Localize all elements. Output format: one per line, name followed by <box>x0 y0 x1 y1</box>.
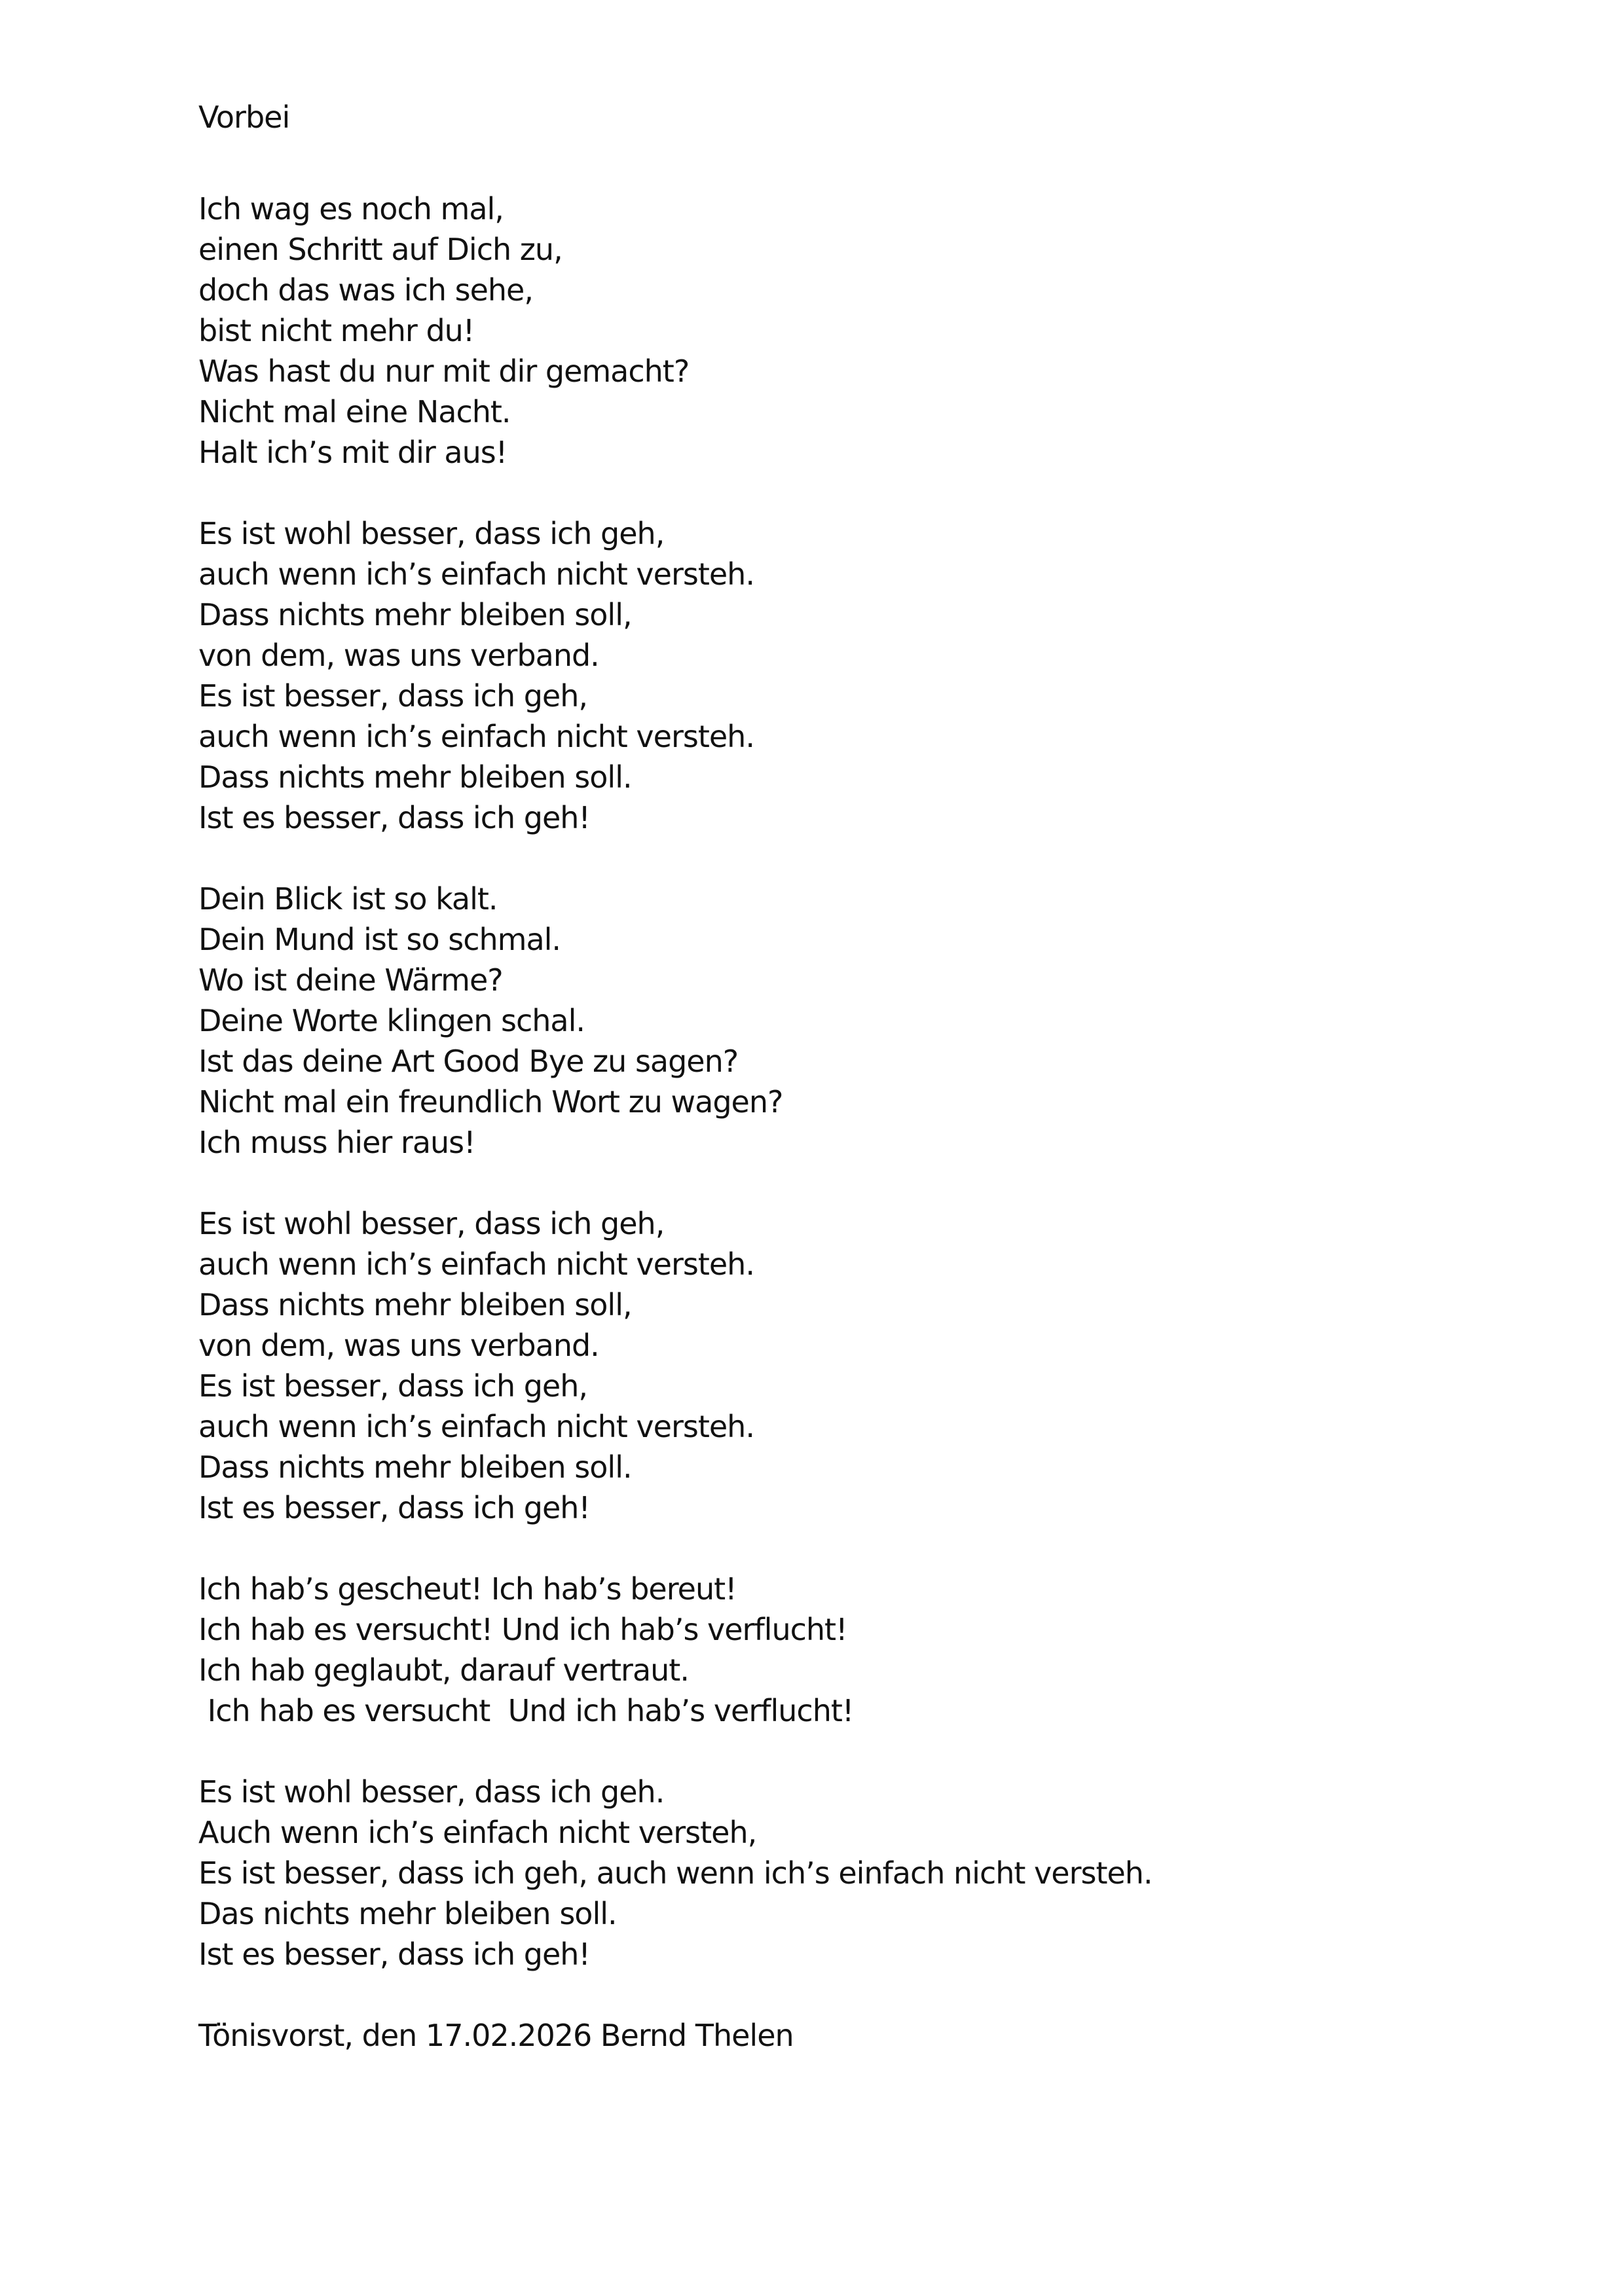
verse-line: Ich wag es noch mal, <box>198 191 504 227</box>
verse-line: Wo ist deine Wärme? <box>198 962 503 998</box>
verse-line: von dem, was uns verband. <box>198 1328 599 1363</box>
verse-line: Dein Mund ist so schmal. <box>198 922 561 957</box>
verse-line: Auch wenn ich’s einfach nicht versteh, <box>198 1815 757 1850</box>
verse-line: Ist es besser, dass ich geh! <box>198 1490 590 1525</box>
stanza-3 <box>198 879 1508 1163</box>
verse-line: einen Schritt auf Dich zu, <box>198 232 563 267</box>
verse-line: Dass nichts mehr bleiben soll, <box>198 1287 632 1322</box>
verse-line: Das nichts mehr bleiben soll. <box>198 1896 617 1931</box>
stanza-4 <box>198 1203 1508 1528</box>
verse-line: doch das was ich sehe, <box>198 272 533 308</box>
verse-line: Es ist besser, dass ich geh, <box>198 1368 588 1404</box>
verse-line: Ich hab es versucht! Und ich hab’s verflucht! <box>198 1612 847 1647</box>
verse-line: Es ist wohl besser, dass ich geh, <box>198 516 665 551</box>
verse-line: Deine Worte klingen schal. <box>198 1003 585 1038</box>
verse-line: Es ist wohl besser, dass ich geh. <box>198 1774 665 1810</box>
poem <box>198 97 1508 2056</box>
verse-line: auch wenn ich’s einfach nicht versteh. <box>198 719 754 754</box>
verse-line: Halt ich’s mit dir aus! <box>198 435 507 470</box>
verse-line: Dass nichts mehr bleiben soll. <box>198 759 632 795</box>
verse-line: Dass nichts mehr bleiben soll. <box>198 1449 632 1485</box>
verse-line: Dein Blick ist so kalt. <box>198 881 498 917</box>
verse-line: auch wenn ich’s einfach nicht versteh. <box>198 556 754 592</box>
poem-title: Vorbei <box>198 100 290 135</box>
stanza-2 <box>198 513 1508 838</box>
verse-line: Ist es besser, dass ich geh! <box>198 800 590 835</box>
verse-line: Es ist besser, dass ich geh, <box>198 678 588 714</box>
verse-line: Nicht mal eine Nacht. <box>198 394 511 429</box>
verse-line: Nicht mal ein freundlich Wort zu wagen? <box>198 1084 783 1120</box>
verse-line: Ich hab’s gescheut! Ich hab’s bereut! <box>198 1571 737 1607</box>
place-date-signature: Tönisvorst, den 17.02.2026 Bernd Thelen <box>198 2018 794 2053</box>
verse-line: Ich hab geglaubt, darauf vertraut. <box>198 1652 689 1688</box>
verse-line: von dem, was uns verband. <box>198 638 599 673</box>
stanza-1 <box>198 189 1508 473</box>
verse-line: Dass nichts mehr bleiben soll, <box>198 597 632 632</box>
verse-line: Ist das deine Art Good Bye zu sagen? <box>198 1044 739 1079</box>
stanza-5 <box>198 1569 1508 1731</box>
verse-line: auch wenn ich’s einfach nicht versteh. <box>198 1247 754 1282</box>
verse-line: Ist es besser, dass ich geh! <box>198 1937 590 1972</box>
verse-line: Es ist besser, dass ich geh, auch wenn ich’s einfach nicht versteh. <box>198 1855 1153 1891</box>
verse-line: bist nicht mehr du! <box>198 313 475 348</box>
verse-line: Ich muss hier raus! <box>198 1125 475 1160</box>
verse-line: Es ist wohl besser, dass ich geh, <box>198 1206 665 1241</box>
verse-line: Ich hab es versucht Und ich hab’s verflucht! <box>198 1693 854 1728</box>
verse-line: auch wenn ich’s einfach nicht versteh. <box>198 1409 754 1444</box>
stanza-6 <box>198 1772 1508 1975</box>
verse-line: Was hast du nur mit dir gemacht? <box>198 354 690 389</box>
